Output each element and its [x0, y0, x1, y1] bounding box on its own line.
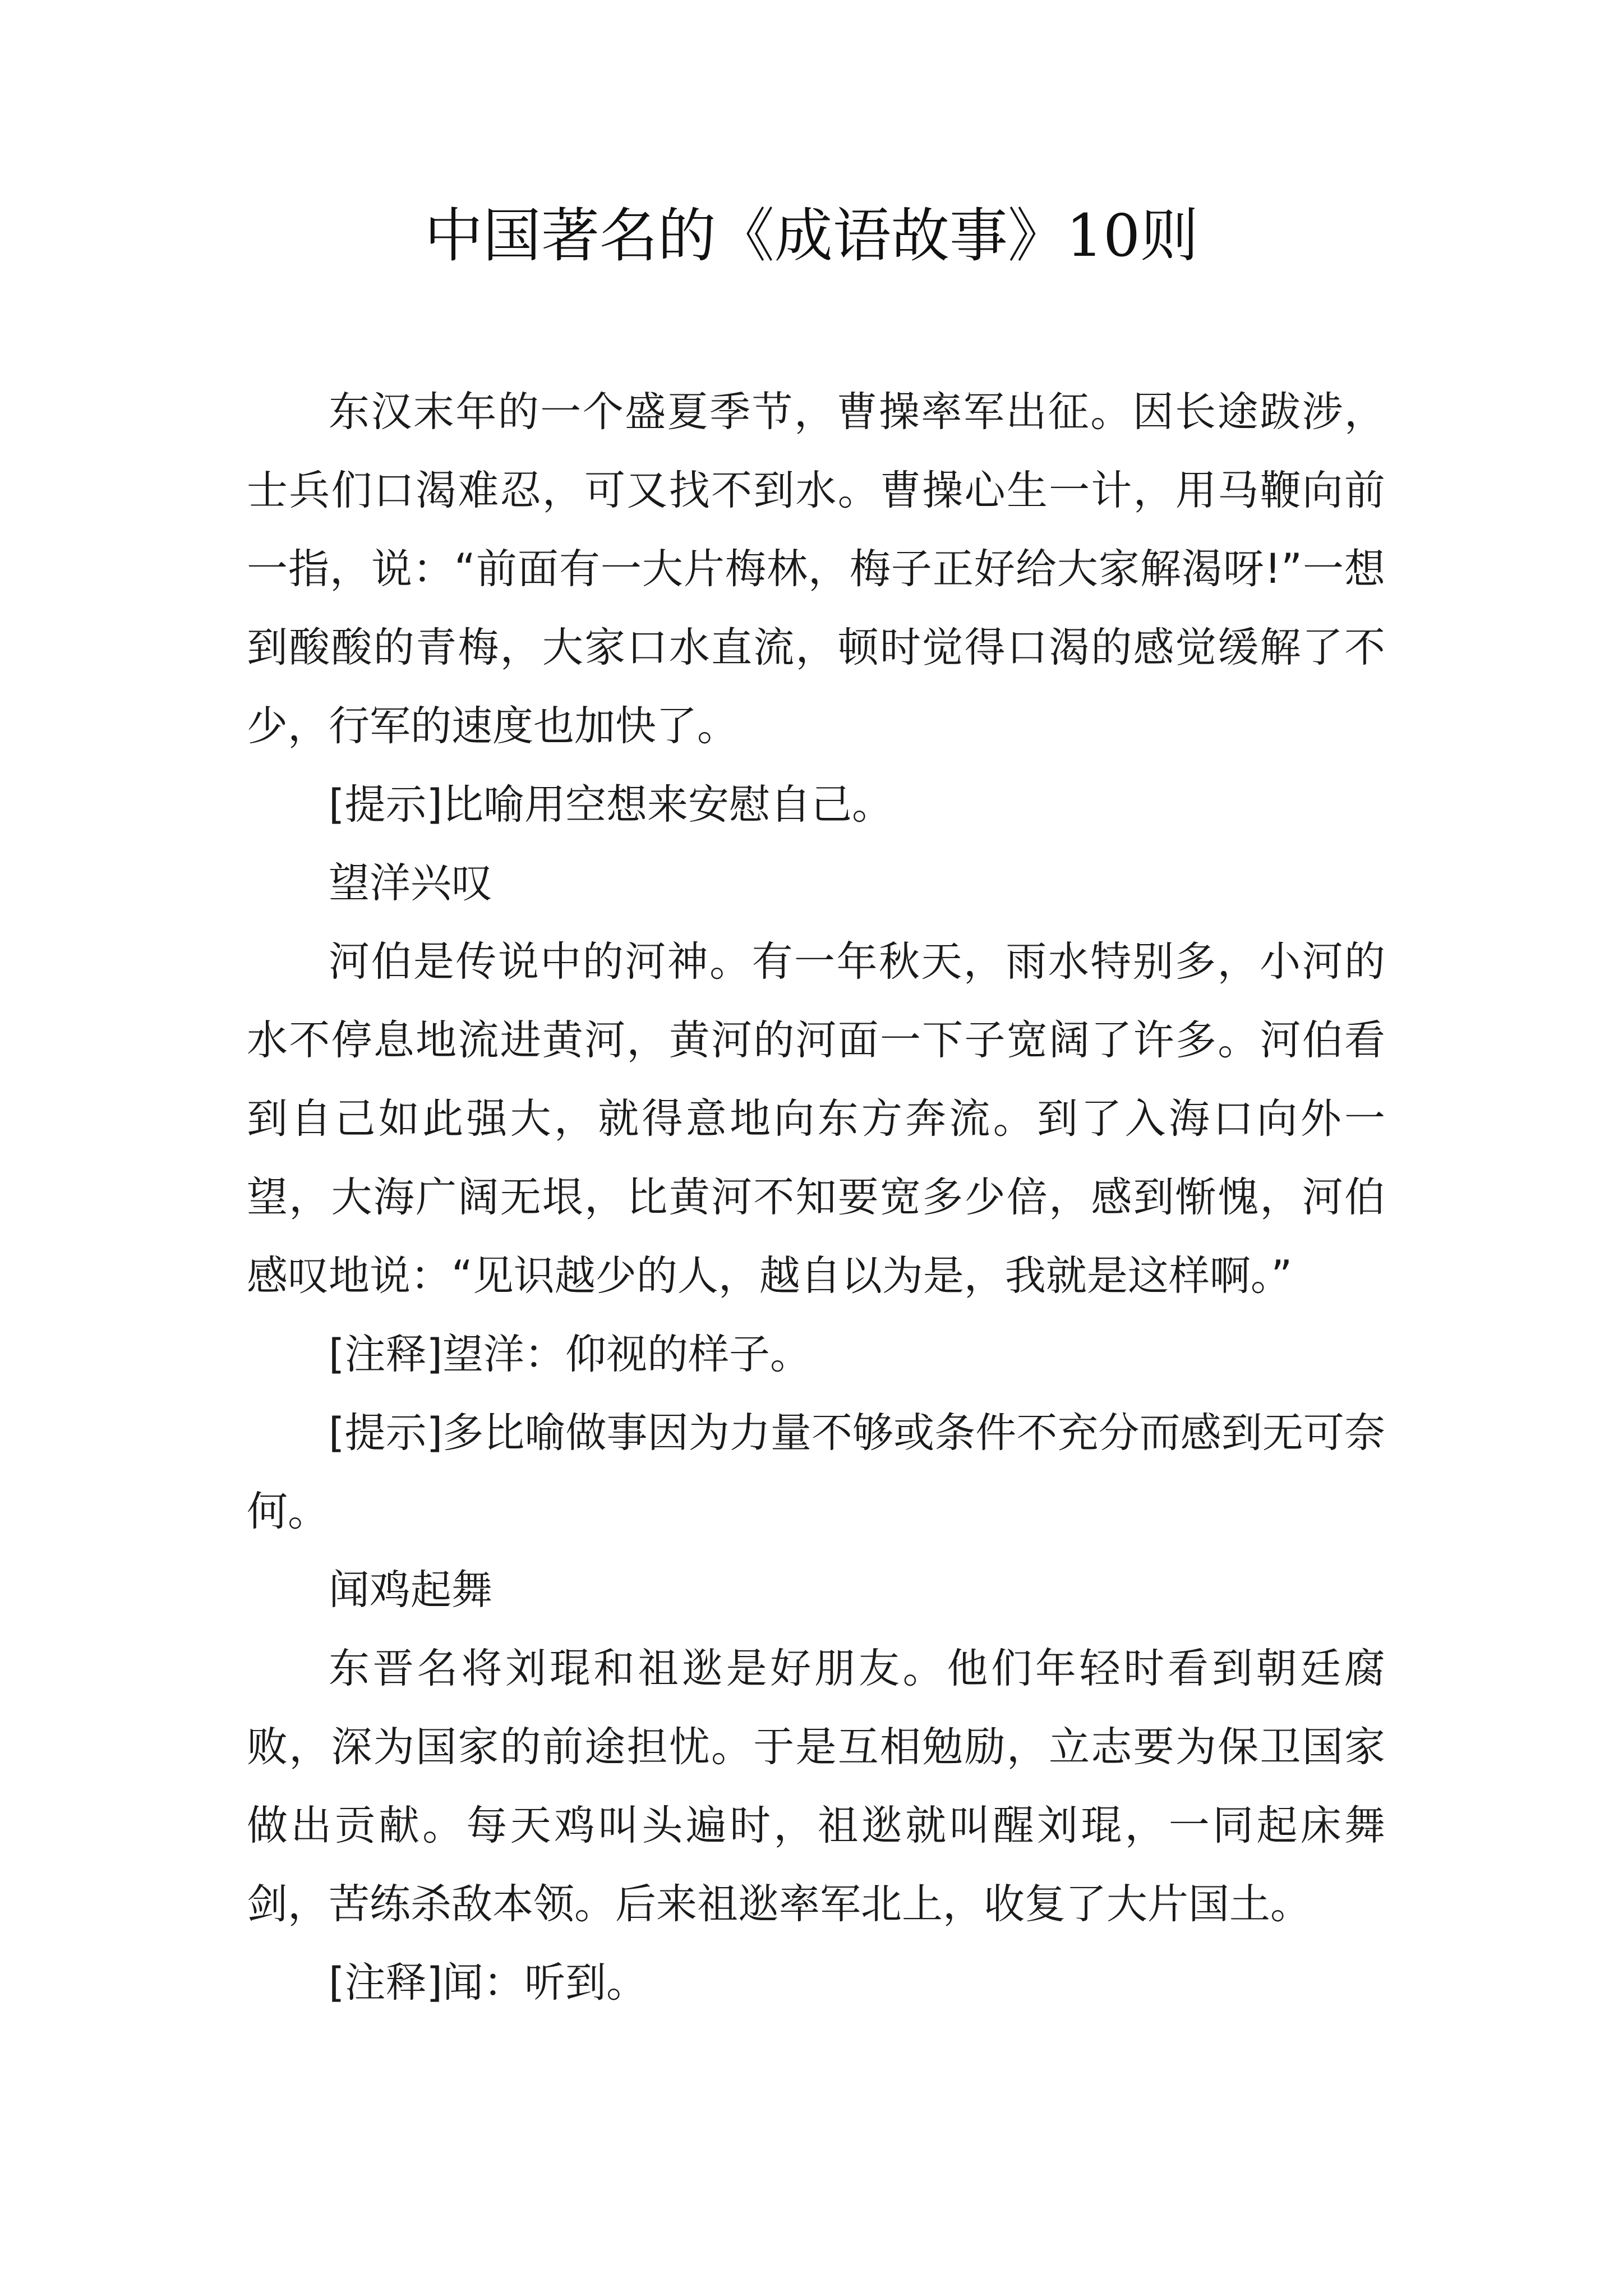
idiom-heading: 闻鸡起舞: [329, 1566, 492, 1614]
paragraph-hint: [提示]多比喻做事因为力量不够或条件不充分而感到无可奈何。: [247, 1409, 1385, 1535]
document-body: [247, 373, 1385, 2022]
paragraph-hint: [提示]比喻用空想来安慰自己。: [329, 781, 893, 829]
paragraph-meilin-story: 东汉末年的一个盛夏季节，曹操率军出征。因长途跋涉，士兵们口渴难忍，可又找不到水。曹操心生一计，用马鞭向前一指，说：“前面有一大片梅林，梅子正好给大家解渴呀!”一想到酸酸的青梅，大家口水直流，顿时觉得口渴的感觉缓解了不少，行军的速度也加快了。: [247, 388, 1385, 750]
paragraph-note: [注释]望洋：仰视的样子。: [329, 1331, 811, 1378]
document-title: 中国著名的《成语故事》10则: [424, 201, 1199, 270]
paragraph-note: [注释]闻：听到。: [329, 1959, 647, 2007]
paragraph-story: 东晋名将刘琨和祖逖是好朋友。他们年轻时看到朝廷腐败，深为国家的前途担忧。于是互相勉励，立志要为保卫国家做出贡献。每天鸡叫头遍时，祖逖就叫醒刘琨，一同起床舞剑，苦练杀敌本领。后来祖逖率军北上，收复了大片国土。: [247, 1645, 1385, 1928]
paragraph-story: 河伯是传说中的河神。有一年秋天，雨水特别多，小河的水不停息地流进黄河，黄河的河面一下子宽阔了许多。河伯看到自己如此强大，就得意地向东方奔流。到了入海口向外一望，大海广阔无垠，比黄河不知要宽多少倍，感到惭愧，河伯感叹地说：“见识越少的人，越自以为是，我就是这样啊。”: [247, 938, 1385, 1300]
idiom-heading: 望洋兴叹: [329, 859, 492, 907]
